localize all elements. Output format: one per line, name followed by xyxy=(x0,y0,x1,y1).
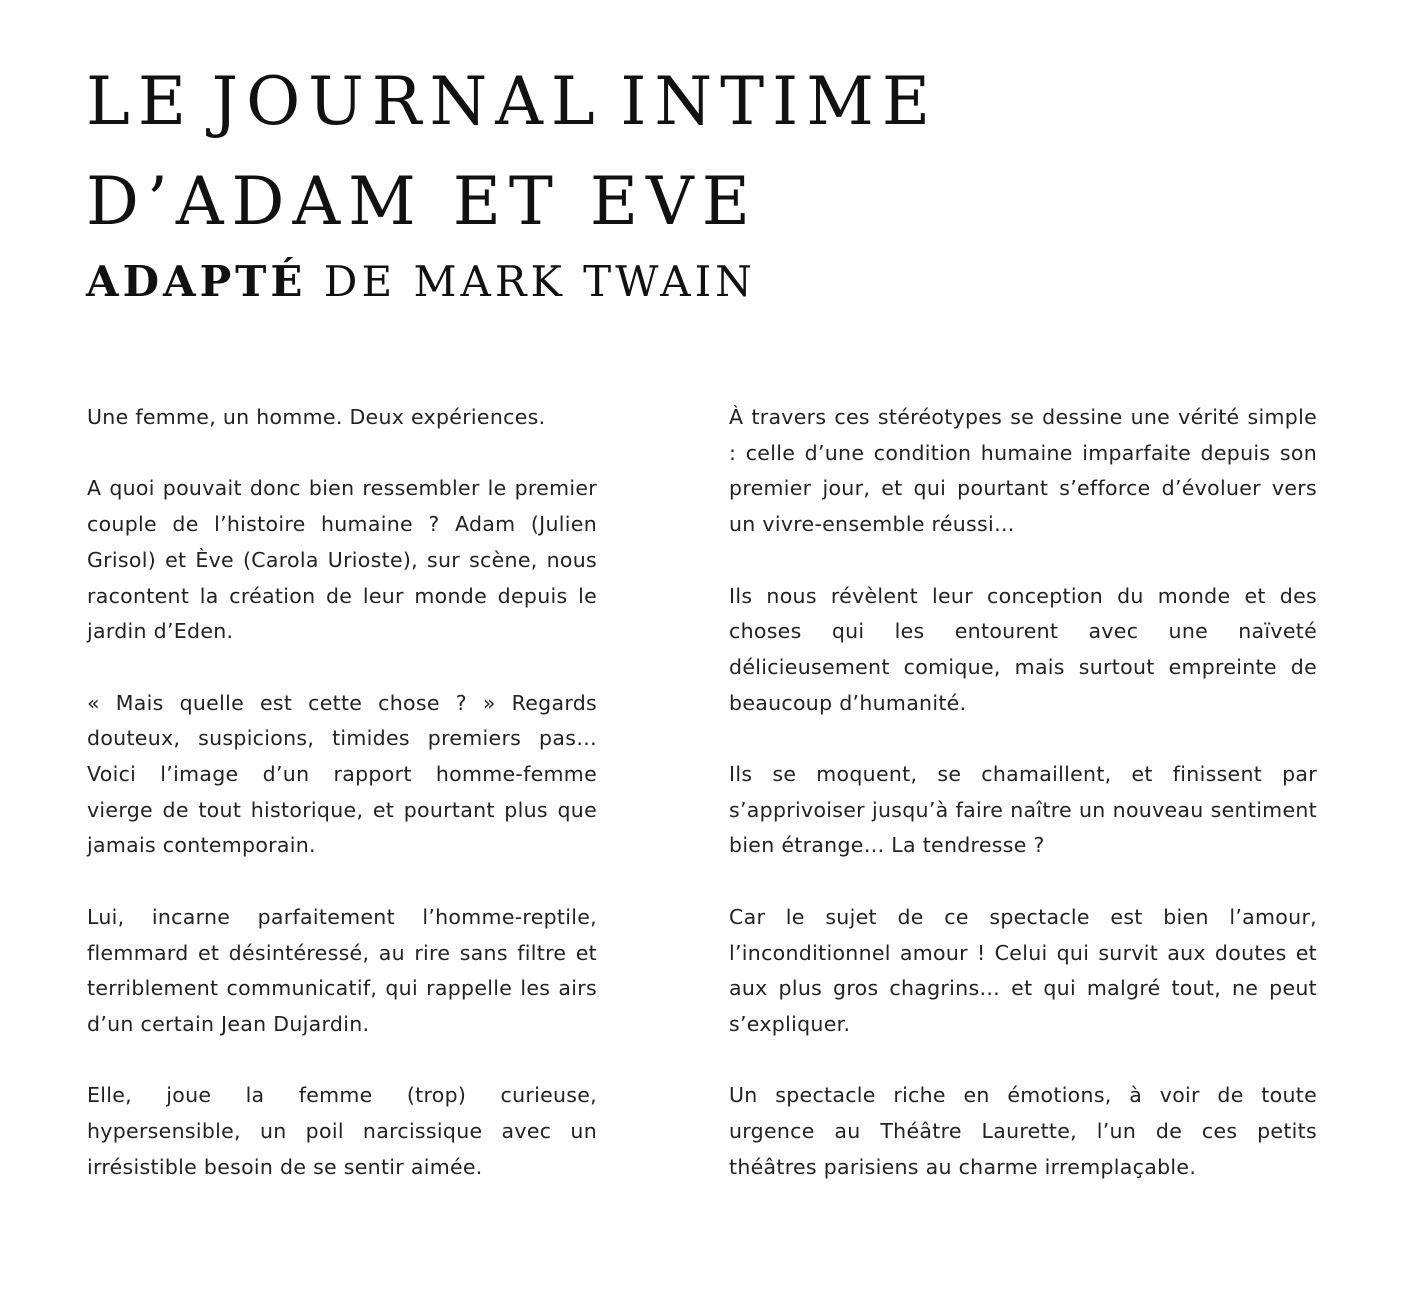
right-text-column xyxy=(729,400,1317,1221)
paragraph: Lui, incarne parfaitement l’homme-reptile, flemmard et désintéressé, au rire sans filtre et terriblement communicatif, qui rappelle les airs d’un certain Jean Dujardin. xyxy=(87,904,597,1036)
subtitle-rest: DE MARK TWAIN xyxy=(306,257,756,306)
title-word: JOURNAL xyxy=(211,63,603,140)
paragraph: « Mais quelle est cette chose ? » Regards douteux, suspicions, timides premiers pas… Voici l’image d’un rapport homme-femme vierge de tout historique, et pourtant plus que jamais contemporain. xyxy=(87,690,597,858)
title-word: LE xyxy=(86,63,195,140)
title-block xyxy=(86,52,966,310)
page-subtitle xyxy=(86,254,966,310)
page-title-line-2: D’ADAM ET EVE xyxy=(86,163,758,240)
paragraph: Elle, joue la femme (trop) curieuse, hypersensible, un poil narcissique avec un irrésistible besoin de se sentir aimée. xyxy=(87,1083,597,1179)
page-title-line-1 xyxy=(86,52,938,152)
title-word: INTIME xyxy=(620,63,938,140)
paragraph: À travers ces stéréotypes se dessine une vérité simple : celle d’une condition humaine imparfaite depuis son premier jour, et qui pourtant s’efforce d’évoluer vers un vivre-ensemble réussi… xyxy=(729,405,1317,537)
subtitle-emphasis: ADAPTÉ xyxy=(86,257,307,306)
paragraph: Une femme, un homme. Deux expériences. xyxy=(87,405,546,429)
paragraph: Car le sujet de ce spectacle est bien l’amour, l’inconditionnel amour ! Celui qui survit aux doutes et aux plus gros chagrins… et qui malgré tout, ne peut s’expliquer. xyxy=(729,904,1317,1036)
left-text-column xyxy=(87,400,597,1221)
paragraph: Ils se moquent, se chamaillent, et finissent par s’apprivoiser jusqu’à faire naître un nouveau sentiment bien étrange… La tendresse ? xyxy=(729,762,1317,858)
paragraph: Un spectacle riche en émotions, à voir de toute urgence au Théâtre Laurette, l’un de ces petits théâtres parisiens au charme irremplaçable. xyxy=(729,1083,1317,1179)
paragraph: Ils nous révèlent leur conception du monde et des choses qui les entourent avec une naïveté délicieusement comique, mais surtout empreinte de beaucoup d’humanité. xyxy=(729,583,1317,715)
paragraph: A quoi pouvait donc bien ressembler le premier couple de l’histoire humaine ? Adam (Julien Grisol) et Ève (Carola Urioste), sur scène, nous racontent la création de leur monde depuis le jardin d’Eden. xyxy=(87,476,597,644)
